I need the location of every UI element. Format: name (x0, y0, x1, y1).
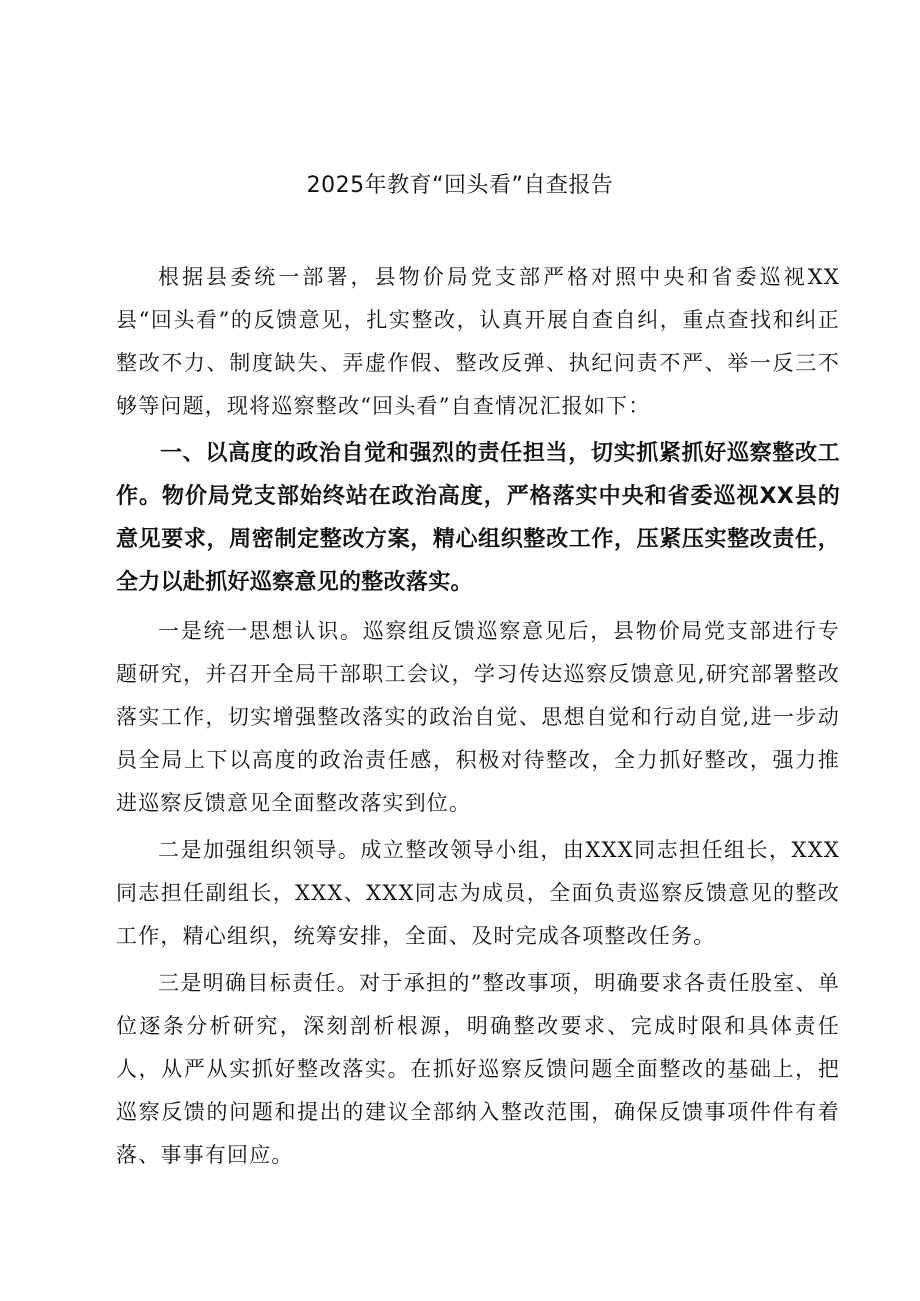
document-title: 2025年教育“回头看”自查报告 (306, 173, 614, 198)
document-body (116, 256, 840, 1181)
intro-paragraph: 根据县委统一部署，县物价局党支部严格对照中央和省委巡视XX县“回头看”的反馈意见，扎实整改，认真开展自查自纠，重点查找和纠正整改不力、制度缺失、弄虚作假、整改反弹、执纪问责不严、举一反三不够等问题，现将巡察整改“回头看”自查情况汇报如下： (116, 265, 840, 418)
point-three-paragraph: 三是明确目标责任。对于承担的”整改事项，明确要求各责任股室、单位逐条分析研究，深刻剖析根源，明确整改要求、完成时限和具体责任人，从严从实抓好整改落实。在抓好巡察反馈问题全面整改的基础上，把巡察反馈的问题和提出的建议全部纳入整改范围，确保反馈事项件件有着落、事事有回应。 (116, 971, 840, 1167)
point-two-paragraph: 二是加强组织领导。成立整改领导小组，由XXX同志担任组长，XXX同志担任副组长，XXX、XXX同志为成员，全面负责巡察反馈意见的整改工作，精心组织，统筹安排，全面、及时完成各项整改任务。 (116, 838, 840, 948)
section-heading-paragraph: 一、以高度的政治自觉和强烈的责任担当，切实抓紧抓好巡察整改工作。物价局党支部始终站在政治高度，严格落实中央和省委巡视XX县的意见要求，周密制定整改方案，精心组织整改工作，压紧压实整改责任，全力以赴抓好巡察意见的整改落实。 (116, 441, 840, 595)
point-one-paragraph: 一是统一思想认识。巡察组反馈巡察意见后，县物价局党支部进行专题研究，并召开全局干部职工会议，学习传达巡察反馈意见,研究部署整改落实工作，切实增强整改落实的政治自觉、思想自觉和行动自觉,进一步动员全局上下以高度的政治责任感，积极对待整改，全力抓好整改，强力推进巡察反馈意见全面整改落实到位。 (116, 619, 840, 815)
